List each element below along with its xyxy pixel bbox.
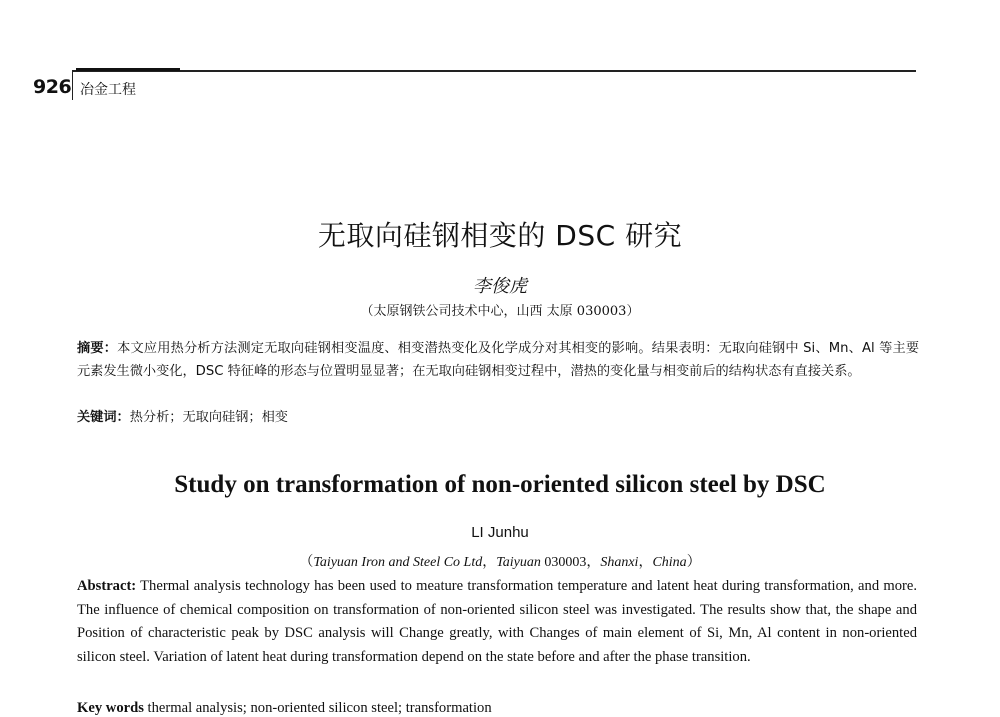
author-chinese: 李俊虎 [473, 276, 527, 297]
abstract-english-label: Abstract: [77, 578, 137, 594]
page-number: 926 [33, 76, 72, 98]
journal-name: 冶金工程 [80, 82, 136, 98]
page-number-divider [72, 70, 73, 100]
abstract-english-text: Thermal analysis technology has been used to meature transformation temperature and latent heat during transformation, and more. The influence of chemical composition on transformation of non-oriented silicon steel was investigated. The results show that, the shape and Position of characteristic peak by DSC analysis will Change greatly, with Changes of main element of Si, Mn, Al content in non-oriented silicon steel. Variation of latent heat during transformation depend on the state before and after the phase transition. [77, 578, 917, 665]
affiliation-open: （ [299, 555, 314, 570]
affiliation-city: Taiyuan [496, 555, 541, 570]
affiliation-sep2: ， [638, 555, 653, 570]
author-english: LI Junhu [471, 524, 529, 541]
keywords-english [77, 700, 492, 717]
affiliation-province: Shanxi [600, 555, 639, 570]
abstract-chinese [77, 338, 919, 383]
keywords-chinese-label: 关键词： [77, 410, 130, 425]
title-english: Study on transformation of non-oriented silicon steel by DSC [174, 471, 826, 498]
abstract-english [77, 575, 917, 669]
affiliation-country: China [652, 555, 687, 570]
header-rule-accent [76, 68, 180, 71]
keywords-chinese-text: 热分析；无取向硅钢；相变 [129, 410, 288, 425]
affiliation-chinese: （太原钢铁公司技术中心，山西 太原 030003） [360, 304, 640, 319]
header-rule [72, 70, 916, 72]
affiliation-english [0, 551, 1000, 571]
abstract-chinese-label: 摘要： [77, 341, 118, 356]
abstract-chinese-text: 本文应用热分析方法测定无取向硅钢相变温度、相变潜热变化及化学成分对其相变的影响。结果表明：无取向硅钢中 Si、Mn、Al 等主要元素发生微小变化，DSC 特征峰的形态与位置明显显著；在无取向硅钢相变过程中，潜热的变化量与相变前后的结构状态有直接关系。 [77, 341, 920, 379]
affiliation-close: ） [686, 555, 701, 570]
title-chinese: 无取向硅钢相变的 DSC 研究 [317, 219, 683, 252]
affiliation-zip: 030003， [540, 555, 601, 570]
keywords-chinese [77, 406, 288, 425]
affiliation-org: Taiyuan Iron and Steel Co Ltd [313, 555, 483, 570]
affiliation-sep1: ， [482, 555, 497, 570]
keywords-english-text: thermal analysis; non-oriented silicon steel; transformation [147, 700, 492, 716]
keywords-english-label: Key words [77, 700, 144, 716]
